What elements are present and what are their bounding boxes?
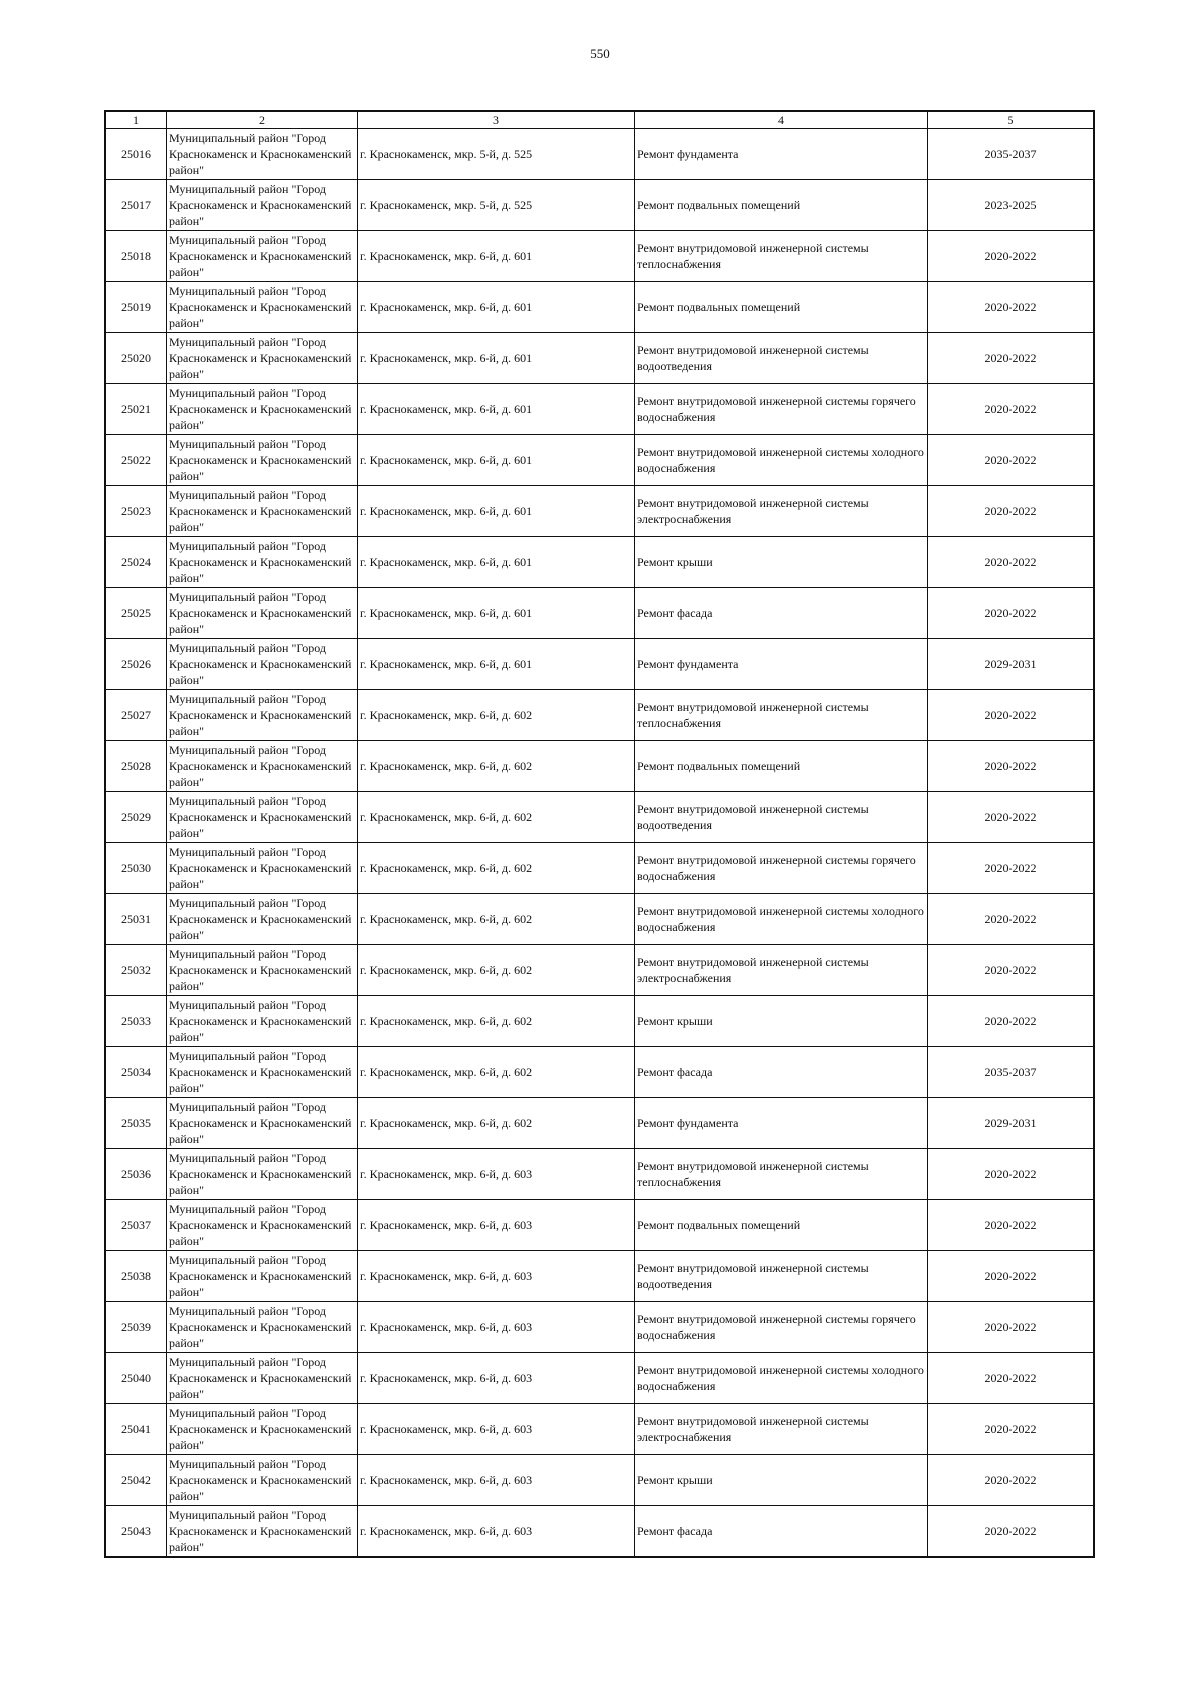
table-row: [105, 996, 1094, 1047]
cell-work-type: Ремонт подвальных помещений: [635, 741, 928, 792]
cell-municipality: Муниципальный район "Город Краснокаменск и Краснокаменский район": [167, 741, 358, 792]
cell-municipality: Муниципальный район "Город Краснокаменск и Краснокаменский район": [167, 792, 358, 843]
cell-number: 25038: [105, 1251, 167, 1302]
table-row: [105, 945, 1094, 996]
cell-period: 2020-2022: [928, 945, 1095, 996]
cell-period: 2020-2022: [928, 384, 1095, 435]
cell-period: 2035-2037: [928, 1047, 1095, 1098]
cell-address: г. Краснокаменск, мкр. 6-й, д. 603: [358, 1251, 635, 1302]
cell-municipality: Муниципальный район "Город Краснокаменск и Краснокаменский район": [167, 588, 358, 639]
table-row: [105, 894, 1094, 945]
cell-address: г. Краснокаменск, мкр. 6-й, д. 601: [358, 486, 635, 537]
cell-number: 25018: [105, 231, 167, 282]
cell-work-type: Ремонт фасада: [635, 1506, 928, 1558]
cell-number: 25021: [105, 384, 167, 435]
table-row: [105, 690, 1094, 741]
cell-work-type: Ремонт внутридомовой инженерной системы электроснабжения: [635, 1404, 928, 1455]
cell-number: 25024: [105, 537, 167, 588]
cell-address: г. Краснокаменск, мкр. 5-й, д. 525: [358, 129, 635, 180]
cell-work-type: Ремонт подвальных помещений: [635, 1200, 928, 1251]
cell-address: г. Краснокаменск, мкр. 6-й, д. 601: [358, 639, 635, 690]
table-row: [105, 639, 1094, 690]
table-row: [105, 180, 1094, 231]
cell-municipality: Муниципальный район "Город Краснокаменск и Краснокаменский район": [167, 282, 358, 333]
cell-number: 25030: [105, 843, 167, 894]
table-row: [105, 843, 1094, 894]
column-header-1: 1: [105, 111, 167, 129]
cell-work-type: Ремонт внутридомовой инженерной системы горячего водоснабжения: [635, 843, 928, 894]
cell-municipality: Муниципальный район "Город Краснокаменск и Краснокаменский район": [167, 129, 358, 180]
cell-work-type: Ремонт фасада: [635, 1047, 928, 1098]
cell-municipality: Муниципальный район "Город Краснокаменск и Краснокаменский район": [167, 1455, 358, 1506]
table-row: [105, 384, 1094, 435]
cell-number: 25025: [105, 588, 167, 639]
table-row: [105, 1047, 1094, 1098]
cell-municipality: Муниципальный район "Город Краснокаменск и Краснокаменский район": [167, 1047, 358, 1098]
table-row: [105, 1149, 1094, 1200]
cell-address: г. Краснокаменск, мкр. 6-й, д. 602: [358, 894, 635, 945]
cell-municipality: Муниципальный район "Город Краснокаменск и Краснокаменский район": [167, 1251, 358, 1302]
cell-number: 25037: [105, 1200, 167, 1251]
cell-period: 2020-2022: [928, 435, 1095, 486]
table-row: [105, 435, 1094, 486]
cell-municipality: Муниципальный район "Город Краснокаменск и Краснокаменский район": [167, 231, 358, 282]
cell-address: г. Краснокаменск, мкр. 6-й, д. 602: [358, 1047, 635, 1098]
cell-period: 2020-2022: [928, 537, 1095, 588]
table-row: [105, 1200, 1094, 1251]
cell-municipality: Муниципальный район "Город Краснокаменск и Краснокаменский район": [167, 945, 358, 996]
cell-work-type: Ремонт внутридомовой инженерной системы водоотведения: [635, 333, 928, 384]
cell-work-type: Ремонт фундамента: [635, 129, 928, 180]
cell-work-type: Ремонт фундамента: [635, 639, 928, 690]
cell-municipality: Муниципальный район "Город Краснокаменск и Краснокаменский район": [167, 1149, 358, 1200]
cell-work-type: Ремонт внутридомовой инженерной системы холодного водоснабжения: [635, 1353, 928, 1404]
cell-number: 25041: [105, 1404, 167, 1455]
cell-address: г. Краснокаменск, мкр. 6-й, д. 602: [358, 690, 635, 741]
cell-address: г. Краснокаменск, мкр. 6-й, д. 601: [358, 231, 635, 282]
cell-address: г. Краснокаменск, мкр. 6-й, д. 602: [358, 996, 635, 1047]
cell-period: 2020-2022: [928, 1404, 1095, 1455]
cell-municipality: Муниципальный район "Город Краснокаменск и Краснокаменский район": [167, 1302, 358, 1353]
cell-number: 25020: [105, 333, 167, 384]
cell-address: г. Краснокаменск, мкр. 6-й, д. 601: [358, 588, 635, 639]
cell-number: 25028: [105, 741, 167, 792]
table-header-row: [105, 111, 1094, 129]
cell-number: 25042: [105, 1455, 167, 1506]
table-row: [105, 741, 1094, 792]
cell-period: 2020-2022: [928, 1302, 1095, 1353]
cell-number: 25017: [105, 180, 167, 231]
cell-municipality: Муниципальный район "Город Краснокаменск и Краснокаменский район": [167, 1506, 358, 1558]
cell-period: 2020-2022: [928, 690, 1095, 741]
cell-address: г. Краснокаменск, мкр. 5-й, д. 525: [358, 180, 635, 231]
table-row: [105, 333, 1094, 384]
cell-number: 25032: [105, 945, 167, 996]
table-row: [105, 1302, 1094, 1353]
cell-municipality: Муниципальный район "Город Краснокаменск и Краснокаменский район": [167, 435, 358, 486]
cell-address: г. Краснокаменск, мкр. 6-й, д. 601: [358, 333, 635, 384]
cell-address: г. Краснокаменск, мкр. 6-й, д. 603: [358, 1506, 635, 1558]
cell-address: г. Краснокаменск, мкр. 6-й, д. 602: [358, 792, 635, 843]
column-header-4: 4: [635, 111, 928, 129]
cell-work-type: Ремонт внутридомовой инженерной системы теплоснабжения: [635, 690, 928, 741]
cell-period: 2020-2022: [928, 1455, 1095, 1506]
cell-period: 2020-2022: [928, 792, 1095, 843]
cell-work-type: Ремонт внутридомовой инженерной системы горячего водоснабжения: [635, 1302, 928, 1353]
cell-period: 2029-2031: [928, 1098, 1095, 1149]
cell-period: 2020-2022: [928, 1200, 1095, 1251]
cell-work-type: Ремонт подвальных помещений: [635, 180, 928, 231]
table-row: [105, 792, 1094, 843]
cell-number: 25029: [105, 792, 167, 843]
cell-period: 2020-2022: [928, 282, 1095, 333]
table-row: [105, 1353, 1094, 1404]
cell-work-type: Ремонт подвальных помещений: [635, 282, 928, 333]
cell-period: 2020-2022: [928, 996, 1095, 1047]
cell-period: 2020-2022: [928, 843, 1095, 894]
cell-period: 2020-2022: [928, 1149, 1095, 1200]
column-header-3: 3: [358, 111, 635, 129]
cell-number: 25034: [105, 1047, 167, 1098]
table-row: [105, 588, 1094, 639]
cell-address: г. Краснокаменск, мкр. 6-й, д. 602: [358, 843, 635, 894]
cell-municipality: Муниципальный район "Город Краснокаменск и Краснокаменский район": [167, 1404, 358, 1455]
cell-number: 25027: [105, 690, 167, 741]
table-row: [105, 231, 1094, 282]
cell-municipality: Муниципальный район "Город Краснокаменск и Краснокаменский район": [167, 384, 358, 435]
table-row: [105, 1506, 1094, 1558]
cell-work-type: Ремонт внутридомовой инженерной системы электроснабжения: [635, 945, 928, 996]
table-row: [105, 129, 1094, 180]
cell-work-type: Ремонт крыши: [635, 537, 928, 588]
column-header-5: 5: [928, 111, 1095, 129]
cell-period: 2020-2022: [928, 486, 1095, 537]
cell-address: г. Краснокаменск, мкр. 6-й, д. 601: [358, 282, 635, 333]
cell-work-type: Ремонт фундамента: [635, 1098, 928, 1149]
cell-work-type: Ремонт внутридомовой инженерной системы водоотведения: [635, 792, 928, 843]
cell-number: 25023: [105, 486, 167, 537]
cell-period: 2020-2022: [928, 1353, 1095, 1404]
cell-number: 25039: [105, 1302, 167, 1353]
cell-period: 2035-2037: [928, 129, 1095, 180]
cell-address: г. Краснокаменск, мкр. 6-й, д. 603: [358, 1404, 635, 1455]
cell-period: 2029-2031: [928, 639, 1095, 690]
table-row: [105, 1251, 1094, 1302]
cell-address: г. Краснокаменск, мкр. 6-й, д. 603: [358, 1353, 635, 1404]
cell-work-type: Ремонт внутридомовой инженерной системы электроснабжения: [635, 486, 928, 537]
cell-address: г. Краснокаменск, мкр. 6-й, д. 601: [358, 384, 635, 435]
cell-period: 2020-2022: [928, 894, 1095, 945]
cell-address: г. Краснокаменск, мкр. 6-й, д. 601: [358, 435, 635, 486]
cell-municipality: Муниципальный район "Город Краснокаменск и Краснокаменский район": [167, 333, 358, 384]
cell-work-type: Ремонт крыши: [635, 996, 928, 1047]
cell-period: 2020-2022: [928, 231, 1095, 282]
cell-work-type: Ремонт внутридомовой инженерной системы теплоснабжения: [635, 1149, 928, 1200]
cell-address: г. Краснокаменск, мкр. 6-й, д. 603: [358, 1200, 635, 1251]
cell-period: 2020-2022: [928, 588, 1095, 639]
cell-municipality: Муниципальный район "Город Краснокаменск и Краснокаменский район": [167, 537, 358, 588]
repair-schedule-table: [104, 110, 1095, 1558]
cell-number: 25035: [105, 1098, 167, 1149]
cell-municipality: Муниципальный район "Город Краснокаменск и Краснокаменский район": [167, 690, 358, 741]
cell-number: 25036: [105, 1149, 167, 1200]
cell-municipality: Муниципальный район "Город Краснокаменск и Краснокаменский район": [167, 180, 358, 231]
cell-period: 2020-2022: [928, 1251, 1095, 1302]
cell-municipality: Муниципальный район "Город Краснокаменск и Краснокаменский район": [167, 639, 358, 690]
table-row: [105, 282, 1094, 333]
cell-number: 25026: [105, 639, 167, 690]
cell-municipality: Муниципальный район "Город Краснокаменск и Краснокаменский район": [167, 1098, 358, 1149]
cell-work-type: Ремонт внутридомовой инженерной системы горячего водоснабжения: [635, 384, 928, 435]
table-row: [105, 1098, 1094, 1149]
cell-number: 25033: [105, 996, 167, 1047]
cell-address: г. Краснокаменск, мкр. 6-й, д. 601: [358, 537, 635, 588]
table-body: [105, 129, 1094, 1558]
cell-number: 25022: [105, 435, 167, 486]
cell-number: 25019: [105, 282, 167, 333]
cell-municipality: Муниципальный район "Город Краснокаменск и Краснокаменский район": [167, 996, 358, 1047]
cell-number: 25031: [105, 894, 167, 945]
cell-period: 2020-2022: [928, 741, 1095, 792]
cell-work-type: Ремонт внутридомовой инженерной системы холодного водоснабжения: [635, 435, 928, 486]
cell-work-type: Ремонт внутридомовой инженерной системы теплоснабжения: [635, 231, 928, 282]
cell-address: г. Краснокаменск, мкр. 6-й, д. 603: [358, 1302, 635, 1353]
cell-address: г. Краснокаменск, мкр. 6-й, д. 602: [358, 741, 635, 792]
table-row: [105, 1455, 1094, 1506]
cell-address: г. Краснокаменск, мкр. 6-й, д. 602: [358, 945, 635, 996]
cell-municipality: Муниципальный район "Город Краснокаменск и Краснокаменский район": [167, 1200, 358, 1251]
cell-work-type: Ремонт внутридомовой инженерной системы холодного водоснабжения: [635, 894, 928, 945]
cell-number: 25016: [105, 129, 167, 180]
cell-address: г. Краснокаменск, мкр. 6-й, д. 603: [358, 1455, 635, 1506]
cell-municipality: Муниципальный район "Город Краснокаменск и Краснокаменский район": [167, 486, 358, 537]
table-row: [105, 1404, 1094, 1455]
cell-number: 25040: [105, 1353, 167, 1404]
cell-municipality: Муниципальный район "Город Краснокаменск и Краснокаменский район": [167, 894, 358, 945]
cell-period: 2020-2022: [928, 333, 1095, 384]
column-header-2: 2: [167, 111, 358, 129]
cell-municipality: Муниципальный район "Город Краснокаменск и Краснокаменский район": [167, 843, 358, 894]
cell-number: 25043: [105, 1506, 167, 1558]
cell-address: г. Краснокаменск, мкр. 6-й, д. 603: [358, 1149, 635, 1200]
cell-period: 2023-2025: [928, 180, 1095, 231]
table-row: [105, 486, 1094, 537]
cell-work-type: Ремонт крыши: [635, 1455, 928, 1506]
page-number: 550: [590, 46, 610, 61]
cell-municipality: Муниципальный район "Город Краснокаменск и Краснокаменский район": [167, 1353, 358, 1404]
cell-work-type: Ремонт фасада: [635, 588, 928, 639]
table-row: [105, 537, 1094, 588]
cell-address: г. Краснокаменск, мкр. 6-й, д. 602: [358, 1098, 635, 1149]
cell-period: 2020-2022: [928, 1506, 1095, 1558]
cell-work-type: Ремонт внутридомовой инженерной системы водоотведения: [635, 1251, 928, 1302]
